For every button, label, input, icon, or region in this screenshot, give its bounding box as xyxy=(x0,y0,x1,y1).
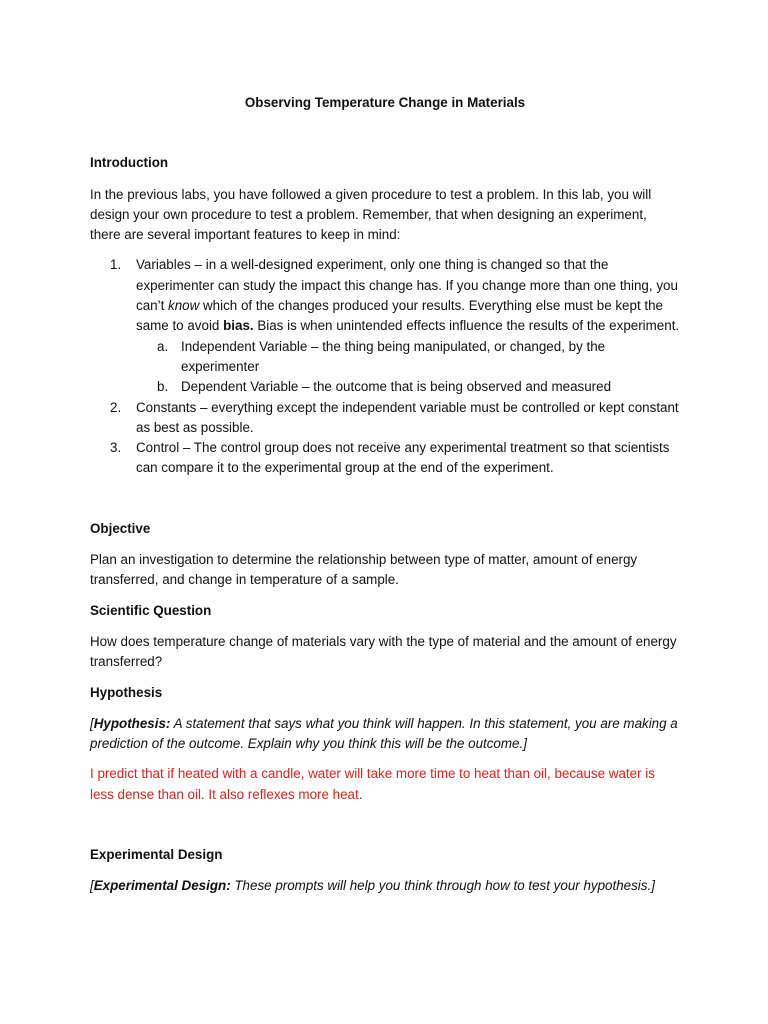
list-item-text-after: Bias is when unintended effects influence the results of the experiment. xyxy=(253,318,680,334)
list-number: 1. xyxy=(110,257,122,273)
experimental-design-prompt-label: Experimental Design: xyxy=(93,878,231,894)
sublist-item-text: Dependent Variable – the outcome that is being observed and measured xyxy=(181,379,612,395)
list-item xyxy=(90,438,680,479)
document-content xyxy=(90,93,680,897)
list-item-italic: know xyxy=(168,298,200,314)
hypothesis-prompt-text: A statement that says what you think will happen. In this statement, you are making a prediction of the outcome. Explain why you think this will be the outcome.] xyxy=(90,715,678,752)
introduction-heading: Introduction xyxy=(90,155,169,171)
list-item-text-middle: which of the changes produced your results. Everything else must be kept the same to avoid xyxy=(136,298,664,334)
hypothesis-prompt-bracket: [ xyxy=(90,715,94,731)
sublist-letter: a. xyxy=(157,338,169,354)
hypothesis-answer: I predict that if heated with a candle, water will take more time to heat than oil, because water is less dense than oil. It also reflexes more heat. xyxy=(90,766,655,802)
document-title: Observing Temperature Change in Materials xyxy=(244,95,526,110)
sublist-item xyxy=(136,337,680,378)
hypothesis-prompt-label: Hypothesis: xyxy=(93,715,171,731)
list-item-bold: bias. xyxy=(223,318,254,334)
variables-sublist xyxy=(136,337,680,398)
experimental-design-prompt-bracket: [ xyxy=(90,878,94,894)
hypothesis-prompt xyxy=(90,714,680,755)
hypothesis-heading: Hypothesis xyxy=(90,684,163,700)
list-item-text: Variables – in a well-designed experiment, only one thing is changed so that the experimenter can study the impact this change has. If you change more than one thing, you can’t xyxy=(136,257,678,314)
objective-heading: Objective xyxy=(90,520,151,536)
sublist-item xyxy=(136,377,680,397)
experimental-design-prompt xyxy=(90,876,680,896)
list-item-text: Constants – everything except the independent variable must be controlled or kept constant as best as possible. xyxy=(136,399,679,435)
list-item xyxy=(90,398,680,439)
scientific-question-text: How does temperature change of materials vary with the type of material and the amount of energy transferred? xyxy=(90,633,677,670)
list-item xyxy=(90,255,680,397)
experimental-design-prompt-text: These prompts will help you think through how to test your hypothesis.] xyxy=(230,878,655,894)
objective-text: Plan an investigation to determine the relationship between type of matter, amount of energy transferred, and change in temperature of a sample. xyxy=(90,552,638,588)
scientific-question-heading: Scientific Question xyxy=(90,602,212,618)
features-list xyxy=(90,255,680,478)
list-number: 3. xyxy=(110,440,122,456)
list-number: 2. xyxy=(110,399,122,415)
list-item-text: Control – The control group does not receive any experimental treatment so that scientists can compare it to the experimental group at the end of the experiment. xyxy=(136,440,670,476)
sublist-letter: b. xyxy=(157,379,169,395)
introduction-paragraph: In the previous labs, you have followed a given procedure to test a problem. In this lab, you will design your own procedure to test a problem. Remember, that when designing an experiment, there are several important features to keep in mind: xyxy=(90,186,652,243)
experimental-design-heading: Experimental Design xyxy=(90,847,223,863)
sublist-item-text: Independent Variable – the thing being manipulated, or changed, by the experimenter xyxy=(181,338,606,374)
